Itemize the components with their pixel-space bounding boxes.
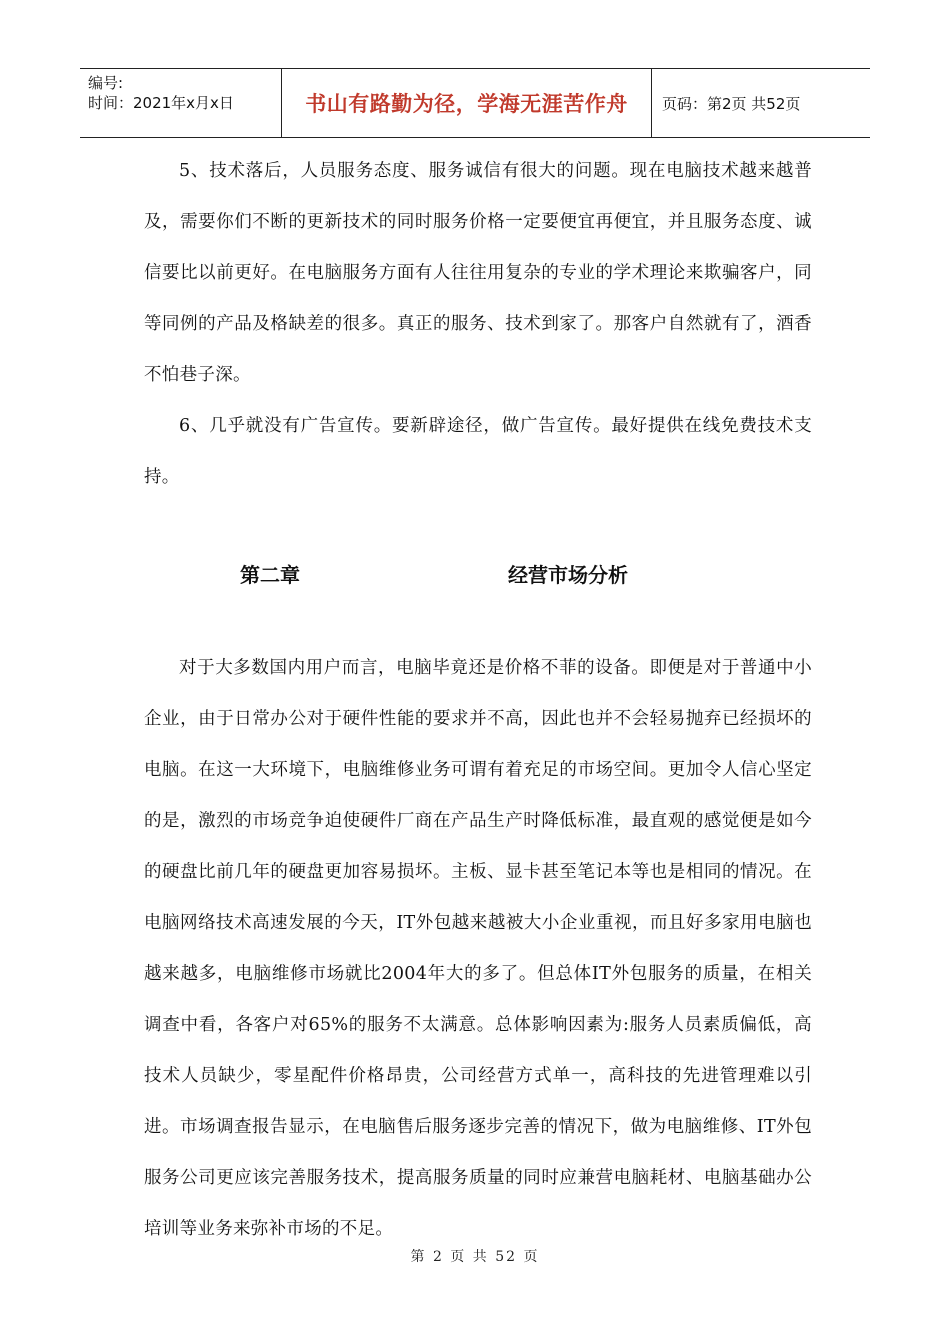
chapter-title: 经营市场分析 <box>508 562 628 587</box>
page-footer: 第 2 页 共 52 页 <box>410 1249 540 1265</box>
document-body <box>144 146 812 1255</box>
page-header <box>80 68 870 138</box>
chapter-number: 第二章 <box>240 562 300 587</box>
paragraph-item-5: 5、技术落后，人员服务态度、服务诚信有很大的问题。现在电脑技术越来越普及，需要你们不断的更新技术的同时服务价格一定要便宜再便宜，并且服务态度、诚信要比以前更好。在电脑服务方面有人往往用复杂的专业的学术理论来欺骗客户，同等同例的产品及格缺差的很多。真正的服务、技术到家了。那客户自然就有了，酒香不怕巷子深。 <box>144 161 812 385</box>
header-motto: 书山有路勤为径，学海无涯苦作舟 <box>282 69 652 137</box>
date-label: 时间：2021年x月x日 <box>88 94 234 112</box>
header-meta-cell <box>80 69 282 137</box>
chapter-paragraph: 对于大多数国内用户而言，电脑毕竟还是价格不菲的设备。即便是对于普通中小企业，由于日常办公对于硬件性能的要求并不高，因此也并不会轻易抛弃已经损坏的电脑。在这一大环境下，电脑维修业务可谓有着充足的市场空间。更加令人信心坚定的是，激烈的市场竞争迫使硬件厂商在产品生产时降低标准，最直观的感觉便是如今的硬盘比前几年的硬盘更加容易损坏。主板、显卡甚至笔记本等也是相同的情况。在电脑网络技术高速发展的今天，IT外包越来越被大小企业重视，而且好多家用电脑也越来越多，电脑维修市场就比2004年大的多了。但总体IT外包服务的质量，在相关调查中看，各客户对65%的服务不太满意。总体影响因素为:服务人员素质偏低，高技术人员缺少，零星配件价格昂贵，公司经营方式单一，高科技的先进管理难以引进。市场调查报告显示，在电脑售后服务逐步完善的情况下，做为电脑维修、IT外包服务公司更应该完善服务技术，提高服务质量的同时应兼营电脑耗材、电脑基础办公培训等业务来弥补市场的不足。 <box>144 658 812 1239</box>
chapter-heading <box>144 503 812 643</box>
paragraph-item-6: 6、几乎就没有广告宣传。要新辟途径，做广告宣传。最好提供在线免费技术支持。 <box>144 416 812 487</box>
header-page-info: 页码：第2页 共52页 <box>662 94 801 113</box>
serial-label: 编号: <box>88 74 124 92</box>
